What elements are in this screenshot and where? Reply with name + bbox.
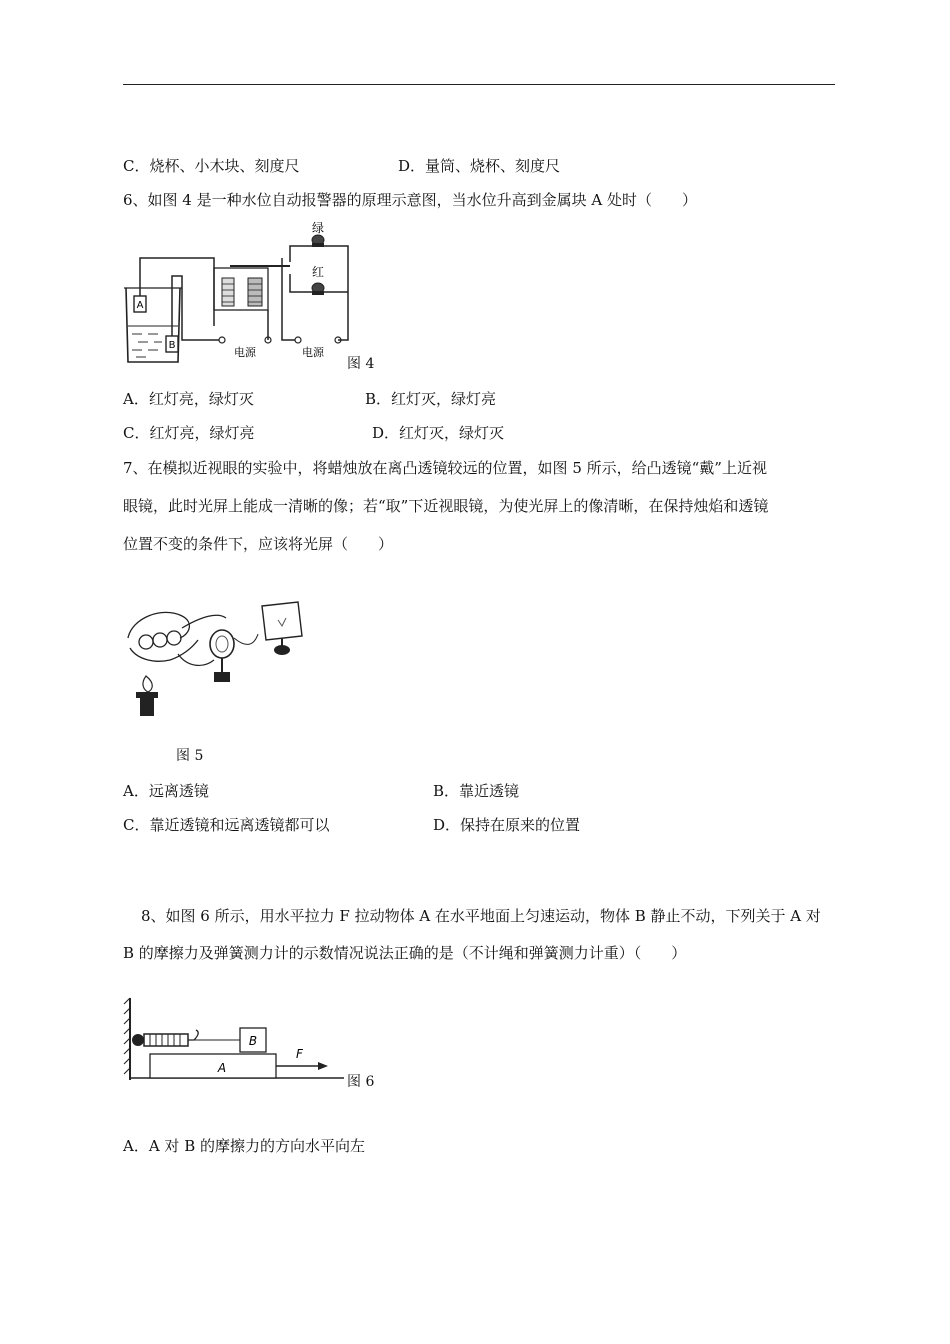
q7-stem-line-3: 位置不变的条件下，应该将光屏（ ）: [123, 535, 394, 553]
label-b: B: [168, 340, 176, 351]
q5-option-d: D．量筒、烧杯、刻度尺: [398, 157, 561, 175]
figure-6-friction-setup: [122, 996, 352, 1086]
q8-stem-line-1: 8、如图 6 所示，用水平拉力 F 拉动物体 A 在水平地面上匀速运动，物体 B 静止不动，下列关于 A 对: [141, 907, 821, 925]
figure-5-caption: 图 5: [176, 748, 204, 764]
q6-option-b: B．红灯灭，绿灯亮: [365, 390, 497, 408]
label-a: A: [136, 300, 144, 311]
q7-stem-line-1: 7、在模拟近视眼的实验中，将蜡烛放在离凸透镜较远的位置，如图 5 所示，给凸透镜“戴”上近视: [123, 459, 767, 477]
label-power-2: 电源: [302, 346, 324, 359]
figure-6-caption: 图 6: [347, 1074, 375, 1090]
block-a: [150, 1054, 276, 1078]
q6-option-d: D．红灯灭，绿灯灭: [372, 424, 505, 442]
label-b: B: [248, 1034, 258, 1048]
label-red: 红: [312, 265, 325, 279]
q6-option-a: A．红灯亮，绿灯灭: [123, 390, 254, 408]
figure-5-lens-experiment: [122, 598, 322, 720]
label-power-1: 电源: [234, 346, 256, 359]
q6-stem: 6、如图 4 是一种水位自动报警器的原理示意图，当水位升高到金属块 A 处时（ ）: [123, 191, 697, 209]
figure-4-caption: 图 4: [347, 356, 375, 372]
header-rule: [123, 84, 835, 85]
lens-stand: [214, 672, 230, 682]
candle-flame: [143, 676, 152, 692]
convex-lens: [210, 630, 234, 658]
q7-option-d: D．保持在原来的位置: [433, 816, 581, 834]
q7-stem-line-2: 眼镜，此时光屏上能成一清晰的像；若“取”下近视眼镜，为使光屏上的像清晰，在保持烛焰和透镜: [123, 497, 769, 515]
label-a: A: [217, 1061, 227, 1075]
label-f: F: [296, 1047, 303, 1061]
label-green: 绿: [312, 221, 325, 235]
q8-stem-line-2: B 的摩擦力及弹簧测力计的示数情况说法正确的是（不计绳和弹簧测力计重）（ ）: [123, 944, 687, 962]
q7-option-c: C．靠近透镜和远离透镜都可以: [123, 816, 330, 834]
spring-scale-ring: [132, 1034, 144, 1046]
q8-option-a: A．A 对 B 的摩擦力的方向水平向左: [123, 1137, 365, 1155]
q7-option-a: A．远离透镜: [123, 782, 209, 800]
candle-body: [140, 696, 154, 716]
q5-option-c: C．烧杯、小木块、刻度尺: [123, 157, 300, 175]
arrow-head-icon: [318, 1062, 328, 1070]
spring-scale-icon: [144, 1034, 188, 1046]
q7-option-b: B．靠近透镜: [433, 782, 520, 800]
figure-4-circuit: [122, 218, 354, 366]
screen-stand: [274, 645, 290, 655]
light-screen: [262, 602, 302, 640]
q6-option-c: C．红灯亮，绿灯亮: [123, 424, 255, 442]
